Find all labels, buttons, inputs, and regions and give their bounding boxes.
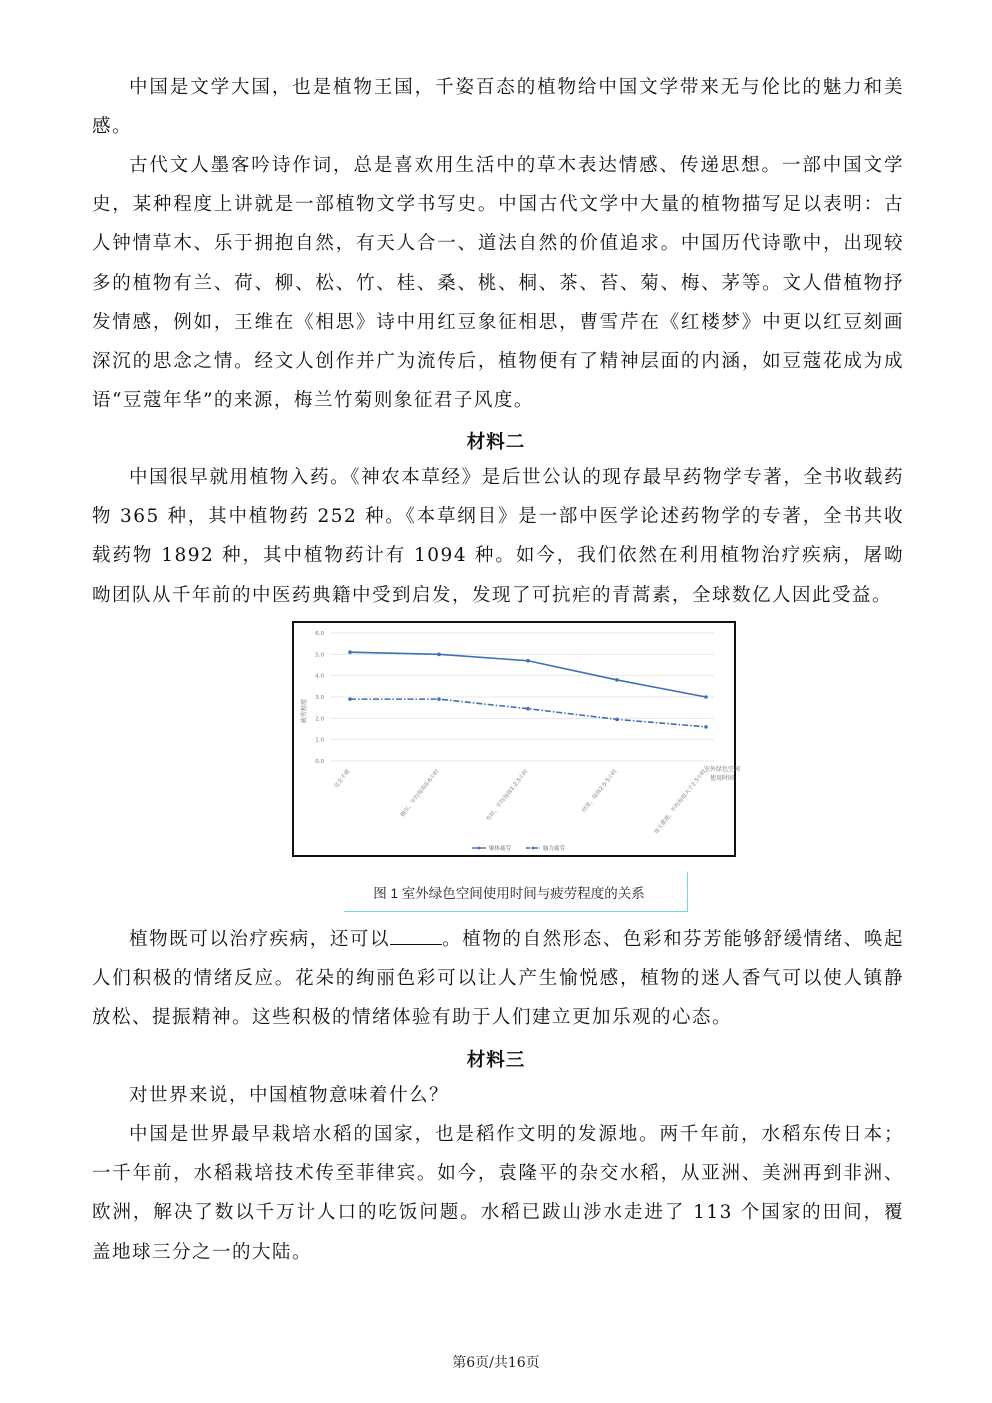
chart-x-tick-label: 经常，每周2.5-5小时 (581, 768, 619, 814)
chart-series (348, 650, 708, 728)
paragraph-plant-emotions-end: 。植物的自然形态、色彩和芬芳能够舒缓情绪、唤起人们积极的情绪反应。花朵的绚丽色彩可以让人产生愉悦感，植物的迷人香气可以使人镇静放松、提振精神。这些积极的情绪体验有助于人们建立更加乐观的心态。 (92, 929, 904, 1029)
chart-y-ticks (315, 631, 324, 765)
chart-x-tick-label: 偶尔，平均每周0-6小时 (399, 768, 441, 819)
chart-y-tick-label: 4.0 (315, 673, 324, 680)
paragraph-plant-emotions-start: 植物既可以治疗疾病，还可以 (129, 929, 391, 950)
section-heading-material-two: 材料二 (466, 432, 526, 453)
chart-y-tick-label: 3.0 (315, 695, 324, 701)
paragraph-ancient-poets: 古代文人墨客吟诗作词，总是喜欢用生活中的草木表达情感、传递思想。一部中国文学史，某种程度上讲就是一部植物文学书写史。中国古代文学中大量的植物描写足以表明：古人钟情草木、乐于拥抱自然，有天人合一、道法自然的价值追求。中国历代诗歌中，出现较多的植物有兰、荷、柳、松、竹、桂、桑、桃、桐、茶、苔、菊、梅、茅等。文人借植物抒发情感，例如，王维在《相思》诗中用红豆象征相思，曹雪芹在《红楼梦》中更以红豆刻画深沉的思念之情。经文人创作并广为流传后，植物便有了精神层面的内涵，如豆蔻花成为成语“豆蔻年华”的来源，梅兰竹菊则象征君子风度。 (92, 155, 904, 412)
chart-data-point (704, 725, 708, 729)
chart-data-point (704, 695, 708, 699)
chart-data-point (526, 659, 530, 663)
chart-y-tick-label: 1.0 (315, 737, 324, 744)
chart-y-tick-label: 2.0 (315, 716, 324, 723)
legend-marker (532, 847, 535, 850)
chart-series-line-1 (350, 652, 706, 697)
fill-in-blank[interactable] (390, 926, 442, 945)
figure-caption: 图 1 室外绿色空间使用时间与疲劳程度的关系 (373, 886, 645, 901)
chart-x-tick-label: 每天都使，平均每周大于2.5小时 (653, 768, 708, 836)
chart-y-axis-label: 疲劳程度 (301, 698, 308, 724)
chart-x-tick-label: 有时，平均每周1-2.5小时 (485, 768, 530, 823)
chart-data-point (615, 718, 619, 722)
figure-chart-frame (292, 621, 741, 857)
fatigue-line-chart (294, 623, 741, 855)
chart-gridlines (330, 633, 714, 761)
paragraph-herbal-medicine: 中国很早就用植物入药。《神农本草经》是后世公认的现存最早药物学专著，全书收载药物 365 种，其中植物药 252 种。《本草纲目》是一部中医学论述药物学的专著，全书共收载药物 1892 种，其中植物药计有 1094 种。如今，我们依然在利用植物治疗疾病，屠呦呦团队从千年前的中医药典籍中受到启发，发现了可抗疟的青蒿素，全球数亿人因此受益。 (92, 467, 904, 606)
chart-data-point (348, 697, 352, 701)
chart-y-tick-label: 5.0 (315, 652, 324, 659)
paragraph-rice-cultivation: 中国是世界最早栽培水稻的国家，也是稻作文明的发源地。两千年前，水稻东传日本；一千年前，水稻栽培技术传至菲律宾。如今，袁隆平的杂交水稻，从亚洲、美洲再到非洲、欧洲，解决了数以千万计人口的吃饭问题。水稻已跋山涉水走进了 113 个国家的田间，覆盖地球三分之一的大陆。 (92, 1124, 904, 1263)
chart-x-axis-label-line1: 室外绿色空间 (703, 766, 741, 773)
chart-data-point (526, 707, 530, 711)
section-heading-material-three: 材料三 (466, 1050, 526, 1071)
chart-data-point (437, 697, 441, 701)
chart-x-ticks (332, 767, 708, 836)
legend-entry: 躯体疲劳 (489, 846, 512, 852)
paragraph-plant-emotions (92, 920, 904, 1038)
chart-data-point (437, 653, 441, 657)
chart-y-tick-label: 0.0 (315, 759, 324, 765)
paragraph-world-question: 对世界来说，中国植物意味着什么？ (129, 1085, 450, 1106)
chart-legend (472, 844, 566, 852)
page-number-footer: 第6页/共16页 (452, 1355, 540, 1371)
chart-x-tick-label: 完全不使 (333, 768, 352, 790)
legend-marker (478, 847, 481, 850)
chart-x-axis-label-line2: 使用时间 (709, 775, 735, 782)
chart-series-line-2 (350, 699, 706, 727)
chart-data-point (348, 650, 352, 654)
chart-y-tick-label: 6.0 (315, 631, 324, 637)
legend-entry: 脑力疲劳 (543, 846, 566, 852)
paragraph-literature-intro: 中国是文学大国，也是植物王国，千姿百态的植物给中国文学带来无与伦比的魅力和美感。 (92, 77, 904, 138)
chart-data-point (615, 678, 619, 682)
